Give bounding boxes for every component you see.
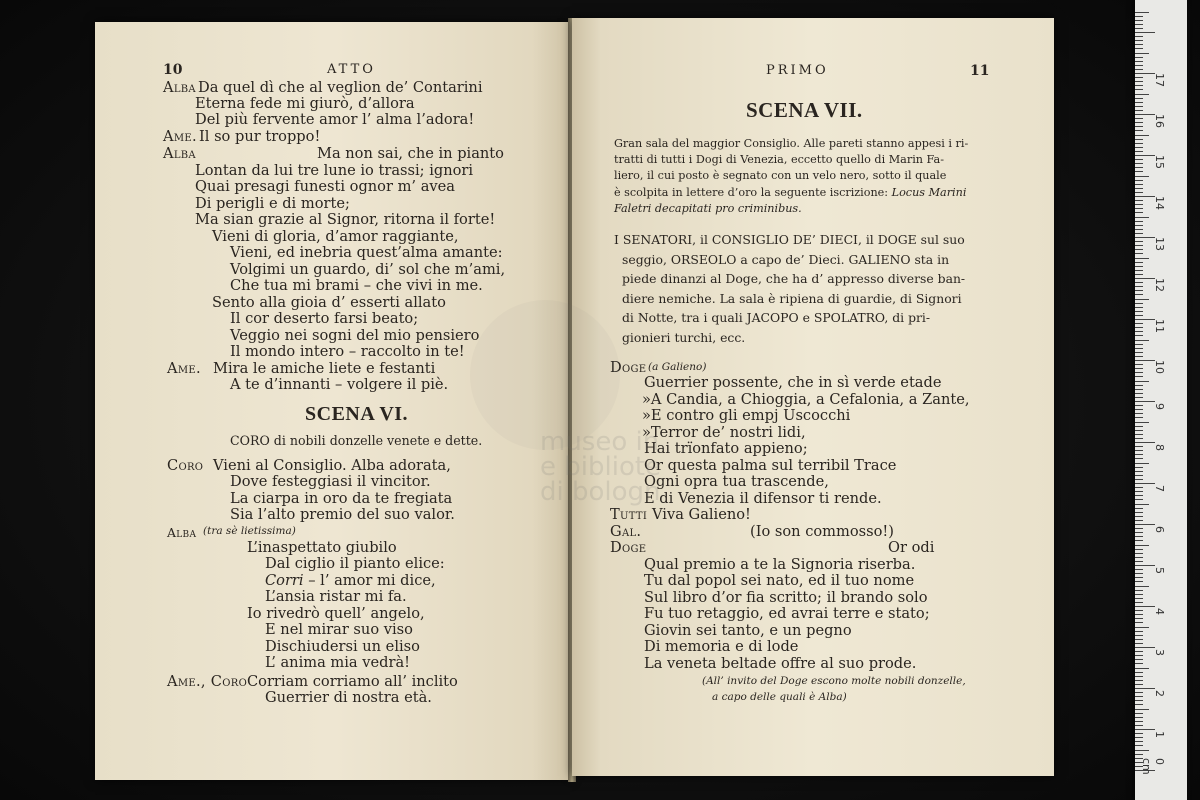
ruler-tick	[1135, 20, 1143, 21]
verse-line: Che tua mi brami – che vivi in me.	[230, 277, 483, 294]
closing-stage-direction: a capo delle quali è Alba)	[712, 691, 847, 703]
ruler-tick	[1135, 253, 1143, 254]
ruler-tick	[1135, 413, 1143, 414]
ruler-tick	[1135, 606, 1155, 607]
verse-line: Di perigli e di morte;	[195, 195, 350, 212]
verse-line: L’inaspettato giubilo	[247, 539, 397, 556]
ruler-number: 4	[1153, 608, 1166, 615]
ruler-tick	[1135, 36, 1143, 37]
ruler-tick	[1135, 16, 1143, 17]
ruler-tick	[1135, 278, 1155, 279]
ruler-tick	[1135, 48, 1143, 49]
ruler-tick	[1135, 344, 1143, 345]
ruler-tick	[1135, 745, 1143, 746]
ruler-tick	[1135, 258, 1149, 259]
ruler-tick	[1135, 155, 1155, 156]
ruler-tick	[1135, 61, 1143, 62]
ruler-tick	[1135, 274, 1143, 275]
ruler-tick	[1135, 446, 1143, 447]
verse-line: Il cor deserto farsi beato;	[230, 310, 419, 327]
ruler-tick	[1135, 159, 1143, 160]
ruler-tick	[1135, 237, 1155, 238]
scene-subtitle: CORO di nobili donzelle venete e dette.	[230, 433, 483, 448]
ruler-tick	[1135, 57, 1143, 58]
ruler-tick	[1135, 372, 1143, 373]
ruler-tick	[1135, 208, 1143, 209]
stage-direction-line	[614, 185, 966, 201]
ruler-tick	[1135, 171, 1143, 172]
ruler-tick	[1135, 110, 1143, 111]
ruler-tick	[1135, 590, 1143, 591]
cast-line: di Notte, tra i quali JACOPO e SPOLATRO, di pri-	[622, 310, 931, 325]
ruler-tick	[1135, 53, 1149, 54]
ruler-tick	[1135, 688, 1155, 689]
ruler-tick	[1135, 200, 1143, 201]
ruler-tick	[1135, 614, 1143, 615]
ruler-tick	[1135, 725, 1143, 726]
verse-line: Sul libro d’or fia scritto; il brando solo	[644, 589, 928, 606]
ruler-tick	[1135, 233, 1143, 234]
ruler-tick	[1135, 245, 1143, 246]
ruler-tick	[1135, 680, 1143, 681]
ruler-tick	[1135, 389, 1143, 390]
ruler-tick	[1135, 192, 1143, 193]
ruler-tick	[1135, 135, 1149, 136]
ruler-label: 0 cm	[1140, 758, 1166, 775]
ruler-tick	[1135, 290, 1143, 291]
inscription: Faletri decapitati pro criminibus.	[614, 202, 802, 215]
ruler-tick	[1135, 581, 1143, 582]
ruler-tick	[1135, 139, 1143, 140]
ruler-number: 14	[1153, 196, 1166, 210]
ruler-tick	[1135, 508, 1143, 509]
ruler-tick	[1135, 754, 1143, 755]
ruler-tick	[1135, 225, 1143, 226]
stage-direction-text: è scolpita in lettere d’oro la seguente iscrizione:	[614, 186, 889, 199]
speaker-label: Alba	[167, 525, 197, 540]
ruler-tick	[1135, 40, 1143, 41]
scene-title: SCENA VII.	[746, 98, 863, 122]
ruler-tick	[1135, 717, 1143, 718]
ruler-tick	[1135, 651, 1143, 652]
verse-line: Or questa palma sul terribil Trace	[644, 457, 897, 474]
verse-line: Guerrier possente, che in sì verde etade	[644, 374, 942, 391]
ruler-tick	[1135, 598, 1143, 599]
ruler-tick	[1135, 327, 1143, 328]
ruler-tick	[1135, 426, 1143, 427]
ruler-tick	[1135, 69, 1143, 70]
verse-line: Lontan da lui tre lune io trassi; ignori	[195, 162, 474, 179]
ruler-tick	[1135, 94, 1149, 95]
verse-line: Ma non sai, che in pianto	[317, 145, 504, 162]
verse-line: L’ansia ristar mi fa.	[265, 588, 407, 605]
ruler-tick	[1135, 430, 1143, 431]
scene-title: SCENA VI.	[305, 403, 409, 425]
verse-line: Volgimi un guardo, di’ sol che m’ami,	[230, 261, 506, 278]
stage-direction-line: liero, il cui posto è segnato con un velo nero, sotto il quale	[614, 169, 947, 182]
ruler-tick	[1135, 499, 1143, 500]
verse-line: Giovin sei tanto, e un pegno	[644, 622, 852, 639]
stage-direction: (tra sè lietissima)	[203, 525, 296, 537]
ruler-tick	[1135, 196, 1155, 197]
ruler-tick	[1135, 417, 1143, 418]
ruler-tick	[1135, 483, 1155, 484]
ruler-tick	[1135, 65, 1143, 66]
ruler-tick	[1135, 12, 1149, 13]
ruler-tick	[1135, 143, 1143, 144]
ruler-tick	[1135, 151, 1143, 152]
ruler-tick	[1135, 118, 1143, 119]
ruler-tick	[1135, 126, 1143, 127]
verse-line: La veneta beltade offre al suo prode.	[644, 655, 917, 672]
italic-word: Corri	[265, 572, 304, 589]
ruler-tick	[1135, 663, 1143, 664]
verse-line: La ciarpa in oro da te fregiata	[230, 490, 453, 507]
ruler-tick	[1135, 270, 1143, 271]
ruler-tick	[1135, 704, 1143, 705]
ruler-tick	[1135, 303, 1143, 304]
ruler-tick	[1135, 700, 1143, 701]
ruler-tick	[1135, 122, 1143, 123]
cast-line: seggio, ORSEOLO a capo de’ Dieci. GALIENO sta in	[622, 252, 950, 267]
ruler-tick	[1135, 32, 1155, 33]
speaker-label: Ame., Coro	[167, 673, 248, 690]
ruler-tick	[1135, 504, 1149, 505]
cast-line: I SENATORI, il CONSIGLIO DE’ DIECI, il DOGE sul suo	[614, 232, 965, 247]
ruler-tick	[1135, 184, 1143, 185]
verse-line: Or odi	[888, 539, 935, 556]
ruler-tick	[1135, 44, 1143, 45]
verse-line: Guerrier di nostra età.	[265, 689, 432, 706]
right-page	[572, 18, 1054, 776]
ruler-tick	[1135, 188, 1143, 189]
ruler-tick	[1135, 532, 1143, 533]
ruler-tick	[1135, 561, 1143, 562]
ruler-tick	[1135, 643, 1143, 644]
ruler-tick	[1135, 217, 1149, 218]
ruler-tick	[1135, 668, 1149, 669]
verse-line: Da quel dì che al veglion de’ Contarini	[198, 79, 483, 96]
ruler-tick	[1135, 610, 1143, 611]
ruler-tick	[1135, 479, 1143, 480]
speaker-label: Gal.	[610, 523, 642, 540]
ruler-tick	[1135, 73, 1155, 74]
ruler-tick	[1135, 741, 1143, 742]
ruler-tick	[1135, 262, 1143, 263]
ruler-tick	[1135, 294, 1143, 295]
ruler-tick	[1135, 569, 1143, 570]
ruler-tick	[1135, 204, 1143, 205]
speaker-label: Ame.	[167, 360, 201, 377]
ruler-tick	[1135, 307, 1143, 308]
ruler-tick	[1135, 348, 1143, 349]
ruler-tick	[1135, 102, 1143, 103]
verse-line: Viva Galieno!	[652, 506, 751, 523]
ruler-tick	[1135, 602, 1143, 603]
verse-line: »Terror de’ nostri lidi,	[642, 424, 806, 441]
ruler-tick	[1135, 249, 1143, 250]
ruler-tick	[1135, 696, 1143, 697]
ruler-tick	[1135, 733, 1143, 734]
ruler-tick	[1135, 147, 1143, 148]
ruler-tick	[1135, 315, 1143, 316]
ruler-number: 9	[1153, 403, 1166, 410]
ruler-tick	[1135, 729, 1155, 730]
ruler-tick	[1135, 471, 1143, 472]
ruler-tick	[1135, 586, 1149, 587]
ruler-number: 16	[1153, 114, 1166, 128]
ruler-tick	[1135, 212, 1143, 213]
verse-line: »A Candia, a Chioggia, a Cefalonia, a Zante,	[642, 391, 970, 408]
ruler-tick	[1135, 364, 1143, 365]
inscription: Locus Marini	[888, 186, 967, 199]
speaker-label: Ame.	[163, 128, 197, 145]
ruler-tick	[1135, 405, 1143, 406]
ruler-tick	[1135, 422, 1149, 423]
ruler-tick	[1135, 89, 1143, 90]
ruler-number: 8	[1153, 444, 1166, 451]
ruler-tick	[1135, 631, 1143, 632]
ruler-tick	[1135, 85, 1143, 86]
verse-line: Qual premio a te la Signoria riserba.	[644, 556, 916, 573]
verse-line: Il mondo intero – raccolto in te!	[230, 343, 465, 360]
ruler-tick	[1135, 376, 1143, 377]
ruler-tick	[1135, 458, 1143, 459]
ruler-number: 11	[1153, 319, 1166, 333]
verse-line: Quai presagi funesti ognor m’ avea	[195, 178, 455, 195]
ruler-tick	[1135, 356, 1143, 357]
ruler-tick	[1135, 81, 1143, 82]
page-number-left: 10	[163, 62, 183, 78]
verse-line: L’ anima mia vedrà!	[265, 654, 411, 671]
ruler-tick	[1135, 319, 1155, 320]
ruler-tick	[1135, 352, 1143, 353]
ruler-tick	[1135, 340, 1149, 341]
speaker-label: Doge	[610, 539, 647, 556]
verse-line: Io rivedrò quell’ angelo,	[247, 605, 425, 622]
ruler-tick	[1135, 565, 1155, 566]
cast-line: diere nemiche. La sala è ripiena di guardie, di Signori	[622, 291, 962, 306]
speaker-label: Coro	[167, 457, 204, 474]
ruler-tick	[1135, 495, 1143, 496]
running-head-left: ATTO	[327, 62, 376, 77]
ruler-tick	[1135, 524, 1155, 525]
ruler-tick	[1135, 635, 1143, 636]
ruler-tick	[1135, 627, 1149, 628]
ruler-tick	[1135, 540, 1143, 541]
verse-line: Fu tuo retaggio, ed avrai terre e stato;	[644, 605, 930, 622]
ruler-tick	[1135, 463, 1149, 464]
ruler-tick	[1135, 594, 1143, 595]
verse-line: Dischiudersi un eliso	[265, 638, 420, 655]
ruler-number: 15	[1153, 155, 1166, 169]
ruler-tick	[1135, 323, 1143, 324]
speaker-label: Alba	[163, 145, 196, 162]
verse-line-rest: – l’ amor mi dice,	[303, 572, 436, 589]
ruler-tick	[1135, 266, 1143, 267]
verse-line: Ogni opra tua trascende,	[644, 473, 829, 490]
ruler-number: 13	[1153, 237, 1166, 251]
watermark: museo in e bibliote di bologn	[540, 427, 662, 507]
running-head-right: PRIMO	[766, 63, 829, 78]
verse-line: Corriam corriamo all’ inclito	[247, 673, 458, 690]
ruler-tick	[1135, 286, 1143, 287]
speaker-label: Doge	[610, 359, 647, 376]
verse-line: A te d’innanti – volgere il piè.	[230, 376, 449, 393]
ruler-tick	[1135, 77, 1143, 78]
ruler-tick	[1135, 360, 1155, 361]
ruler-tick	[1135, 167, 1143, 168]
ruler-tick	[1135, 331, 1143, 332]
ruler-tick	[1135, 28, 1143, 29]
verse-line: Il so pur troppo!	[199, 128, 321, 145]
ruler-tick	[1135, 114, 1155, 115]
speaker-label: Tutti	[610, 506, 648, 523]
verse-line: Del più fervente amor l’ alma l’adora!	[195, 111, 475, 128]
ruler-tick	[1135, 282, 1143, 283]
ruler-tick	[1135, 176, 1149, 177]
ruler-tick	[1135, 573, 1143, 574]
stage-direction-line: Gran sala del maggior Consiglio. Alle pareti stanno appesi i ri-	[614, 137, 969, 150]
ruler-tick	[1135, 491, 1143, 492]
ruler-tick	[1135, 516, 1143, 517]
stage-direction-line: tratti di tutti i Dogi di Venezia, eccetto quello di Marin Fa-	[614, 153, 944, 166]
ruler-number: 6	[1153, 526, 1166, 533]
verse-line	[265, 573, 436, 589]
verse-line: Tu dal popol sei nato, ed il tuo nome	[644, 572, 915, 589]
ruler-number: 10	[1153, 360, 1166, 374]
verse-line: Vieni di gloria, d’amor raggiante,	[212, 228, 459, 245]
ruler-tick	[1135, 385, 1143, 386]
ruler-tick	[1135, 180, 1143, 181]
verse-line: (Io son commosso!)	[750, 523, 894, 540]
ruler-tick	[1135, 557, 1143, 558]
verse-line: Eterna fede mi giurò, d’allora	[195, 95, 415, 112]
speaker-label: Alba	[163, 79, 196, 96]
ruler-tick	[1135, 98, 1143, 99]
verse-line: Veggio nei sogni del mio pensiero	[230, 327, 480, 344]
ruler-number: 7	[1153, 485, 1166, 492]
ruler-tick	[1135, 487, 1143, 488]
ruler-tick	[1135, 672, 1143, 673]
ruler-tick	[1135, 454, 1143, 455]
page-number-right: 11	[970, 63, 990, 79]
ruler-number: 2	[1153, 690, 1166, 697]
verse-line: Ma sian grazie al Signor, ritorna il forte!	[195, 211, 496, 228]
ruler-tick	[1135, 368, 1143, 369]
ruler-tick	[1135, 721, 1143, 722]
verse-line: Vieni, ed inebria quest’alma amante:	[230, 244, 503, 261]
ruler-tick	[1135, 684, 1143, 685]
ruler-tick	[1135, 442, 1155, 443]
verse-line: »E contro gli empj Uscocchi	[642, 407, 851, 424]
ruler-tick	[1135, 549, 1143, 550]
ruler-tick	[1135, 401, 1155, 402]
ruler-number: 5	[1153, 567, 1166, 574]
ruler-tick	[1135, 381, 1149, 382]
ruler-tick	[1135, 618, 1143, 619]
verse-line: Dove festeggiasi il vincitor.	[230, 473, 431, 490]
ruler-tick	[1135, 393, 1143, 394]
ruler-tick	[1135, 520, 1143, 521]
verse-line: Hai trïonfato appieno;	[644, 440, 808, 457]
verse-line: Mira le amiche liete e festanti	[213, 360, 436, 377]
ruler-tick	[1135, 512, 1143, 513]
ruler-tick	[1135, 709, 1149, 710]
closing-stage-direction: (All’ invito del Doge escono molte nobili donzelle,	[702, 675, 966, 687]
ruler-tick	[1135, 467, 1143, 468]
ruler-tick	[1135, 130, 1143, 131]
ruler-tick	[1135, 475, 1143, 476]
ruler-tick	[1135, 737, 1143, 738]
ruler-tick	[1135, 750, 1149, 751]
ruler-tick	[1135, 409, 1143, 410]
verse-line: Sento alla gioia d’ esserti allato	[212, 294, 446, 311]
verse-line: Dal ciglio il pianto elice:	[265, 555, 445, 572]
stage-direction: (a Galieno)	[648, 361, 707, 373]
ruler-number: 12	[1153, 278, 1166, 292]
ruler-tick	[1135, 335, 1143, 336]
ruler-tick	[1135, 647, 1155, 648]
ruler-tick	[1135, 622, 1143, 623]
ruler-tick	[1135, 639, 1143, 640]
ruler-tick	[1135, 299, 1149, 300]
ruler-tick	[1135, 241, 1143, 242]
verse-line: E di Venezia il difensor ti rende.	[644, 490, 882, 507]
ruler-tick	[1135, 397, 1143, 398]
ruler-tick	[1135, 528, 1143, 529]
ruler-number: 1	[1153, 731, 1166, 738]
verse-line: E nel mirar suo viso	[265, 621, 413, 638]
ruler-tick	[1135, 221, 1143, 222]
ruler-tick	[1135, 553, 1143, 554]
ruler-tick	[1135, 106, 1143, 107]
ruler-tick	[1135, 450, 1143, 451]
verse-line: Sia l’alto premio del suo valor.	[230, 506, 455, 523]
cast-line: gionieri turchi, ecc.	[622, 330, 746, 345]
ruler-tick	[1135, 545, 1149, 546]
ruler-tick	[1135, 676, 1143, 677]
measuring-ruler	[1135, 0, 1187, 800]
ruler-tick	[1135, 659, 1143, 660]
ruler-tick	[1135, 577, 1143, 578]
ruler-number: 3	[1153, 649, 1166, 656]
ruler-tick	[1135, 438, 1143, 439]
ruler-tick	[1135, 311, 1143, 312]
ruler-tick	[1135, 655, 1143, 656]
ruler-tick	[1135, 163, 1143, 164]
verse-line: Di memoria e di lode	[644, 638, 799, 655]
ruler-tick	[1135, 434, 1143, 435]
ruler-tick	[1135, 713, 1143, 714]
ruler-number: 17	[1153, 73, 1166, 87]
cast-line: piede dinanzi al Doge, che ha d’ appresso diverse ban-	[622, 271, 966, 286]
verse-line: Vieni al Consiglio. Alba adorata,	[213, 457, 451, 474]
ruler-tick	[1135, 24, 1143, 25]
ruler-tick	[1135, 229, 1143, 230]
ruler-tick	[1135, 692, 1143, 693]
ruler-tick	[1135, 536, 1143, 537]
